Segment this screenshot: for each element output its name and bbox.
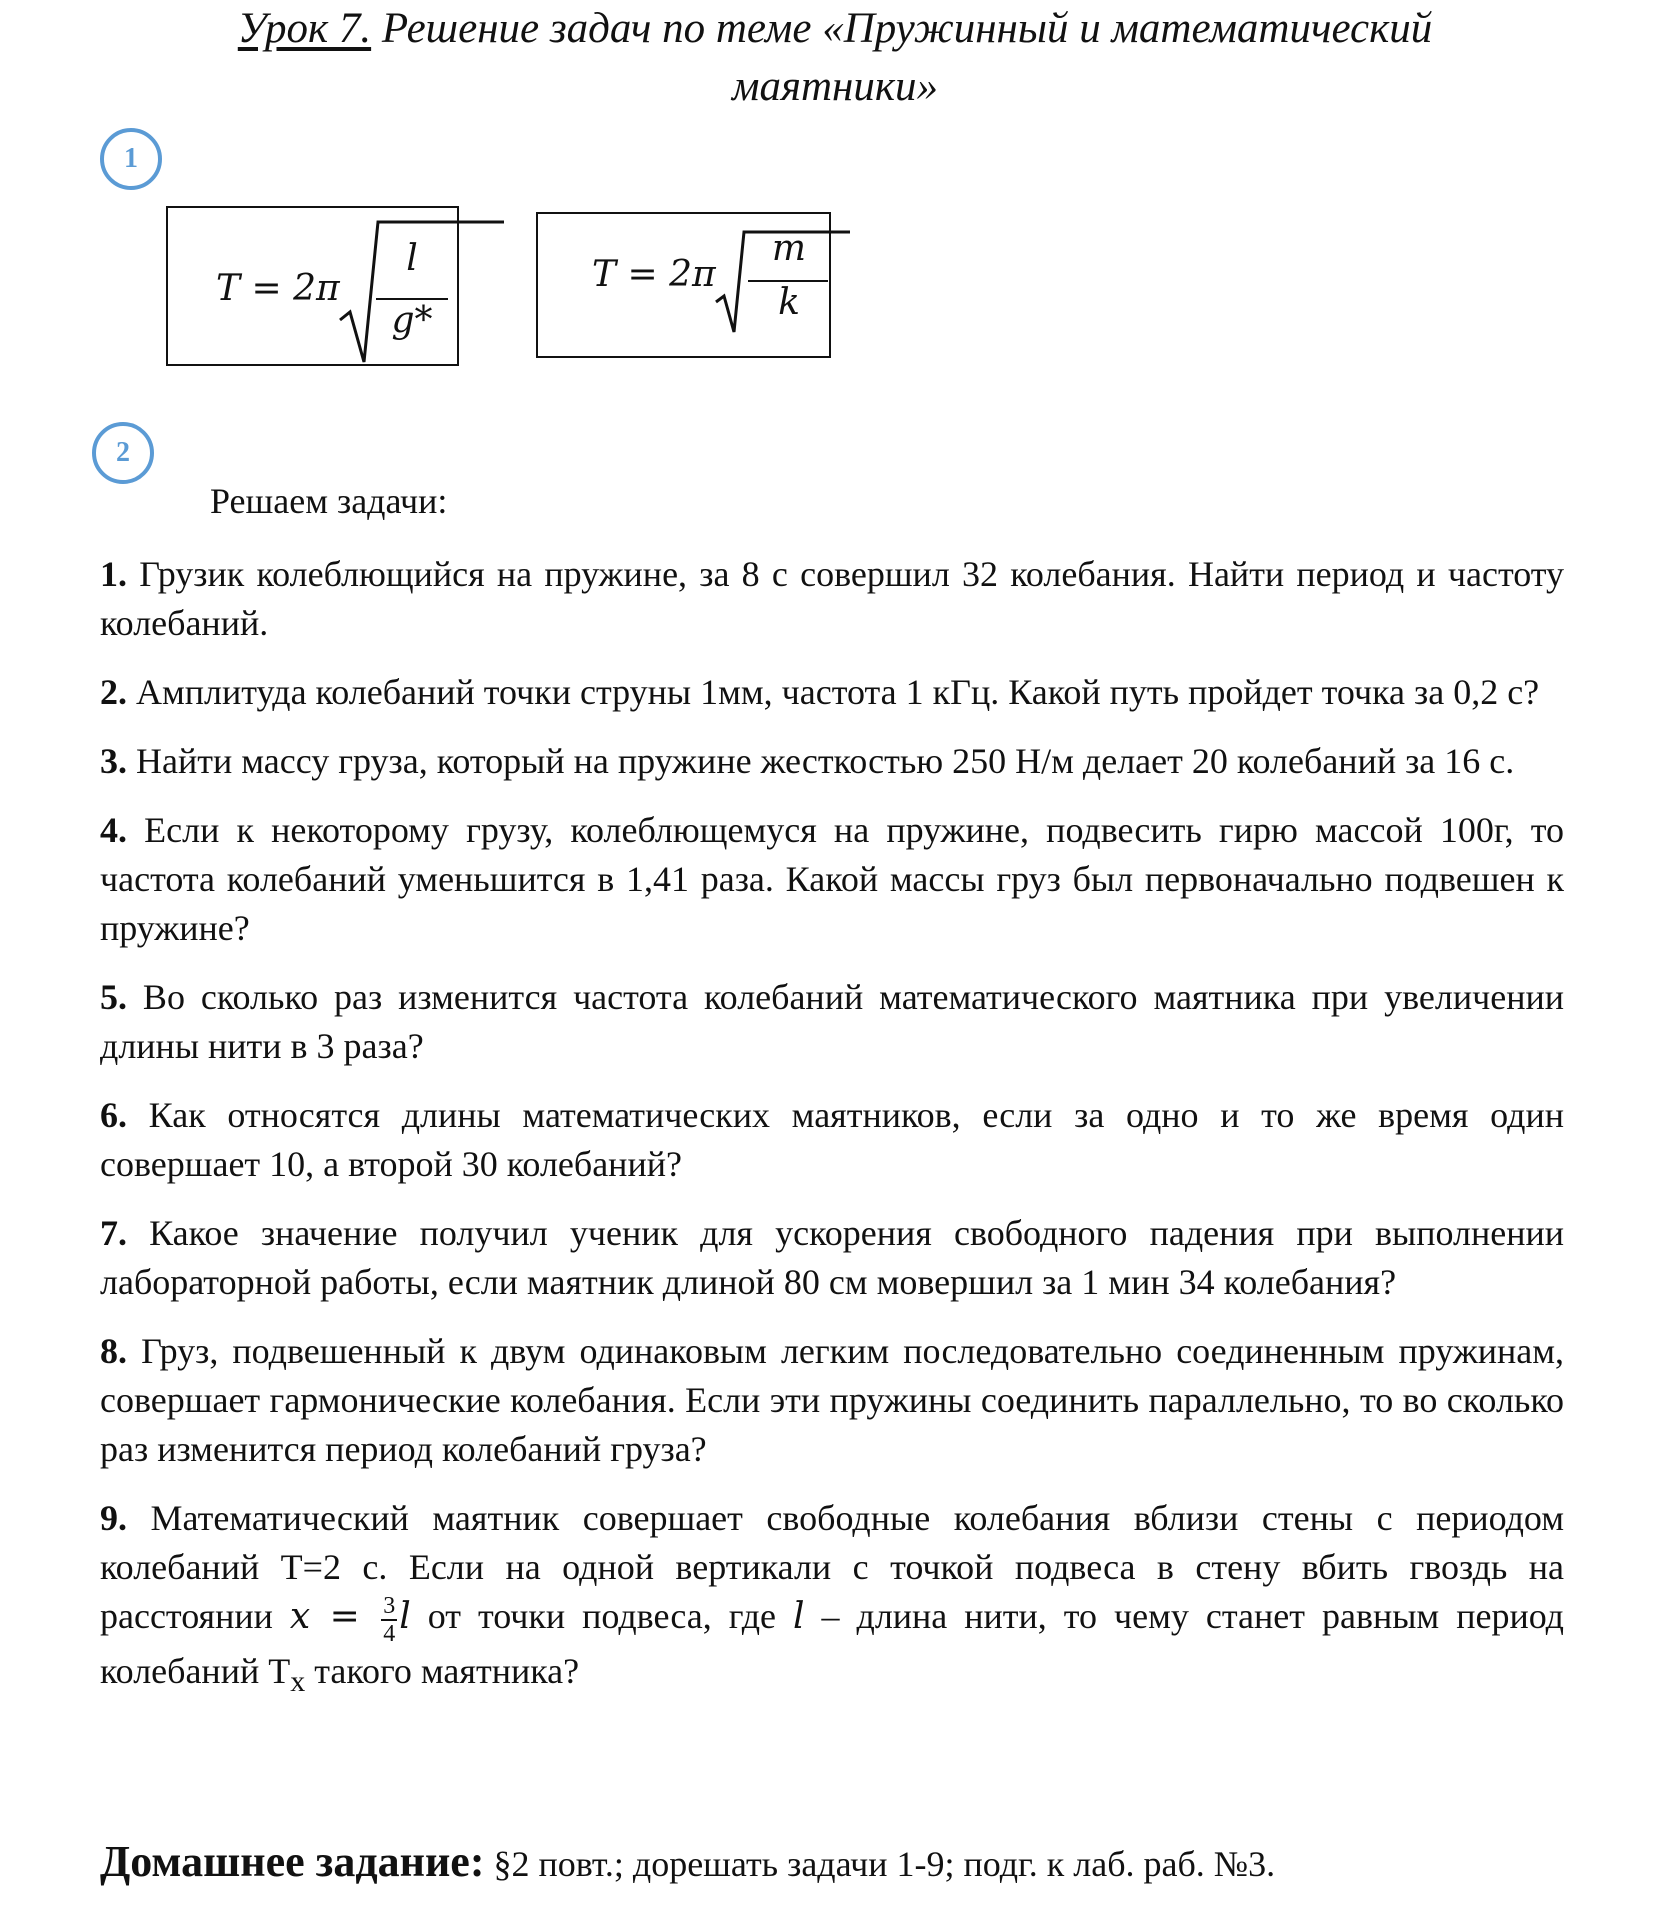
task-list xyxy=(100,550,1564,1726)
task-text: – длина нити, то чему станет равным период колебаний T xyxy=(100,1596,1564,1691)
section-marker-2: 2 xyxy=(92,422,154,484)
task-number: 1. xyxy=(100,554,127,594)
task-4 xyxy=(100,806,1564,953)
fraction-denominator: 4 xyxy=(383,1620,396,1647)
task-number: 2. xyxy=(100,672,127,712)
task-text: Как относятся длины математических маятников, если за одно и то же время один совершает 10, а второй 30 колебаний? xyxy=(100,1095,1564,1184)
tasks-intro: Решаем задачи: xyxy=(210,481,448,521)
spring-formula-denominator: k xyxy=(778,282,800,323)
fraction-numerator: 3 xyxy=(383,1592,396,1619)
spring-formula-lhs: T = 2π xyxy=(592,254,716,295)
task-text: такого маятника? xyxy=(305,1650,580,1691)
task-3 xyxy=(100,737,1564,786)
task-text: Грузик колеблющийся на пружине, за 8 с совершил 32 колебания. Найти период и частоту колебаний. xyxy=(100,554,1564,643)
task-text: от точки подвеса, где xyxy=(410,1596,793,1636)
math-l: l xyxy=(399,1596,411,1637)
task-text: Математический маятник совершает свободные колебания вблизи стены с периодом колебаний T=2 с. Если на одной вертикали с точкой подвеса в стену вбить гвоздь на расстоянии xyxy=(100,1498,1564,1636)
task-6 xyxy=(100,1091,1564,1189)
task-text: Какое значение получил ученик для ускорения свободного падения при выполнении лабораторной работы, если маятник длиной 80 см мовершил за 1 мин 34 колебания? xyxy=(100,1213,1564,1302)
homework xyxy=(100,1836,1275,1887)
section-marker-1: 1 xyxy=(100,128,162,190)
task-text: Груз, подвешенный к двум одинаковым легким последовательно соединенным пружинам, совершает гармонические колебания. Если эти пружины соединить параллельно, то во сколько раз изменится период колебаний груза? xyxy=(100,1331,1564,1469)
task-text: Во сколько раз изменится частота колебаний математического маятника при увеличении длины нити в 3 раза? xyxy=(100,977,1564,1066)
task-number: 9. xyxy=(100,1498,127,1538)
math-l: l xyxy=(793,1596,805,1637)
task-number: 4. xyxy=(100,810,127,850)
task-number: 7. xyxy=(100,1213,127,1253)
spring-formula-numerator: m xyxy=(771,228,807,269)
pendulum-period-formula xyxy=(166,206,459,366)
task-number: 5. xyxy=(100,977,127,1017)
task-number: 3. xyxy=(100,741,127,781)
homework-text: §2 повт.; дорешать задачи 1-9; подг. к лаб. раб. №3. xyxy=(484,1844,1276,1884)
subscript-x: x xyxy=(290,1664,306,1698)
task-2 xyxy=(100,668,1564,717)
spring-period-formula xyxy=(536,212,831,358)
pendulum-formula-numerator: l xyxy=(406,238,418,279)
task-text: Если к некоторому грузу, колеблющемуся на пружине, подвесить гирю массой 100г, то частота колебаний уменьшится в 1,41 раза. Какой массы груз был первоначально подвешен к пружине? xyxy=(100,810,1564,948)
pendulum-formula-lhs: T = 2π xyxy=(216,268,340,309)
task-text: Найти массу груза, который на пружине жесткостью 250 Н/м делает 20 колебаний за 16 с. xyxy=(127,741,1515,781)
task-1 xyxy=(100,550,1564,648)
task-8 xyxy=(100,1327,1564,1474)
task-5 xyxy=(100,973,1564,1071)
page-title xyxy=(150,0,1520,116)
lesson-topic: Решение задач по теме «Пружинный и математический маятники» xyxy=(371,5,1433,110)
lesson-number: Урок 7. xyxy=(237,5,372,52)
task-number: 8. xyxy=(100,1331,127,1371)
task-7 xyxy=(100,1209,1564,1307)
task-number: 6. xyxy=(100,1095,127,1135)
fraction-three-quarters xyxy=(381,1593,397,1647)
pendulum-formula-denominator: g* xyxy=(391,300,433,341)
math-x-equals: x = xyxy=(289,1596,380,1637)
task-9 xyxy=(100,1494,1564,1706)
task-text: Амплитуда колебаний точки струны 1мм, частота 1 кГц. Какой путь пройдет точка за 0,2 с? xyxy=(127,672,1540,712)
homework-label: Домашнее задание: xyxy=(100,1837,485,1886)
